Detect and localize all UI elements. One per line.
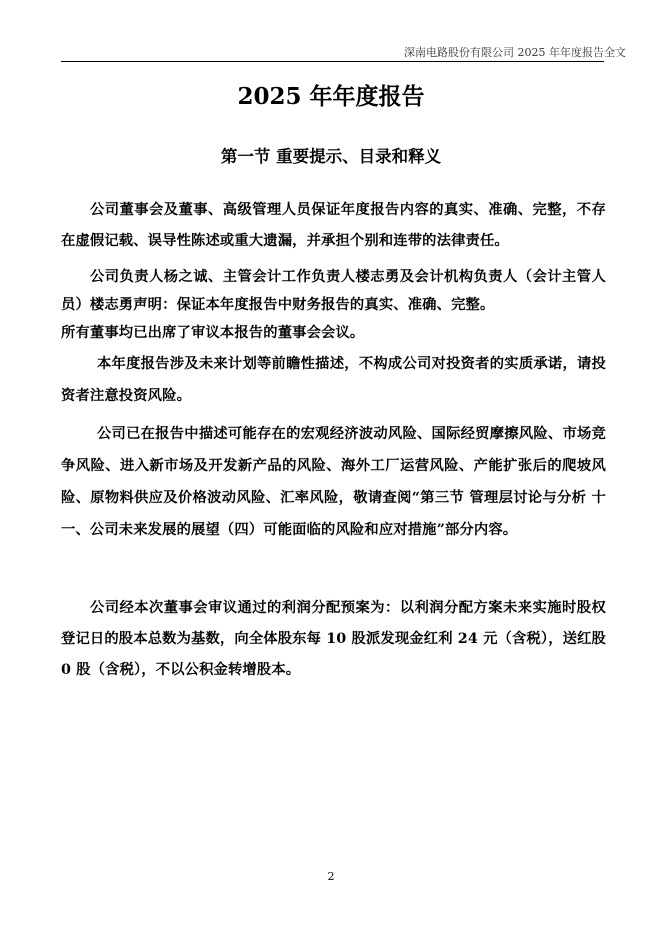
paragraph-board-guarantee: 公司董事会及董事、高级管理人员保证年度报告内容的真实、准确、完整，不存在虚假记载、误导性陈述或重大遗漏，并承担个别和连带的法律责任。 (61, 202, 606, 249)
page-number: 2 (327, 870, 335, 883)
report-title: 2025 年年度报告 (237, 83, 425, 110)
paragraph-profit-distribution: 公司经本次董事会审议通过的利润分配预案为：以利润分配方案未来实施时股权登记日的股本总数为基数，向全体股东每 10 股派发现金红利 24 元（含税），送红股 0 股（含税），不以公积金转增股本。 (61, 600, 606, 678)
paragraph-forward-looking-statement: 本年度报告涉及未来计划等前瞻性描述，不构成公司对投资者的实质承诺，请投资者注意投资风险。 (61, 356, 606, 404)
paragraph-risk-factors: 公司已在报告中描述可能存在的宏观经济波动风险、国际经贸摩擦风险、市场竞争风险、进入新市场及开发新产品的风险、海外工厂运营风险、产能扩张后的爬坡风险、原物料供应及价格波动风险、汇率风险，敬请查阅“第三节 管理层讨论与分析 十一、公司未来发展的展望（四）可能面临的风险和应对措施”部分内容。 (61, 426, 606, 538)
header-divider (61, 61, 604, 62)
header-title: 深南电路股份有限公司 2025 年年度报告全文 (404, 46, 626, 59)
paragraph-directors-attendance: 所有董事均已出席了审议本报告的董事会会议。 (61, 325, 365, 341)
section-title: 第一节 重要提示、目录和释义 (220, 147, 442, 166)
paragraph-responsible-persons-statement: 公司负责人杨之诚、主管会计工作负责人楼志勇及会计机构负责人（会计主管人员）楼志勇声明：保证本年度报告中财务报告的真实、准确、完整。 (61, 269, 606, 313)
